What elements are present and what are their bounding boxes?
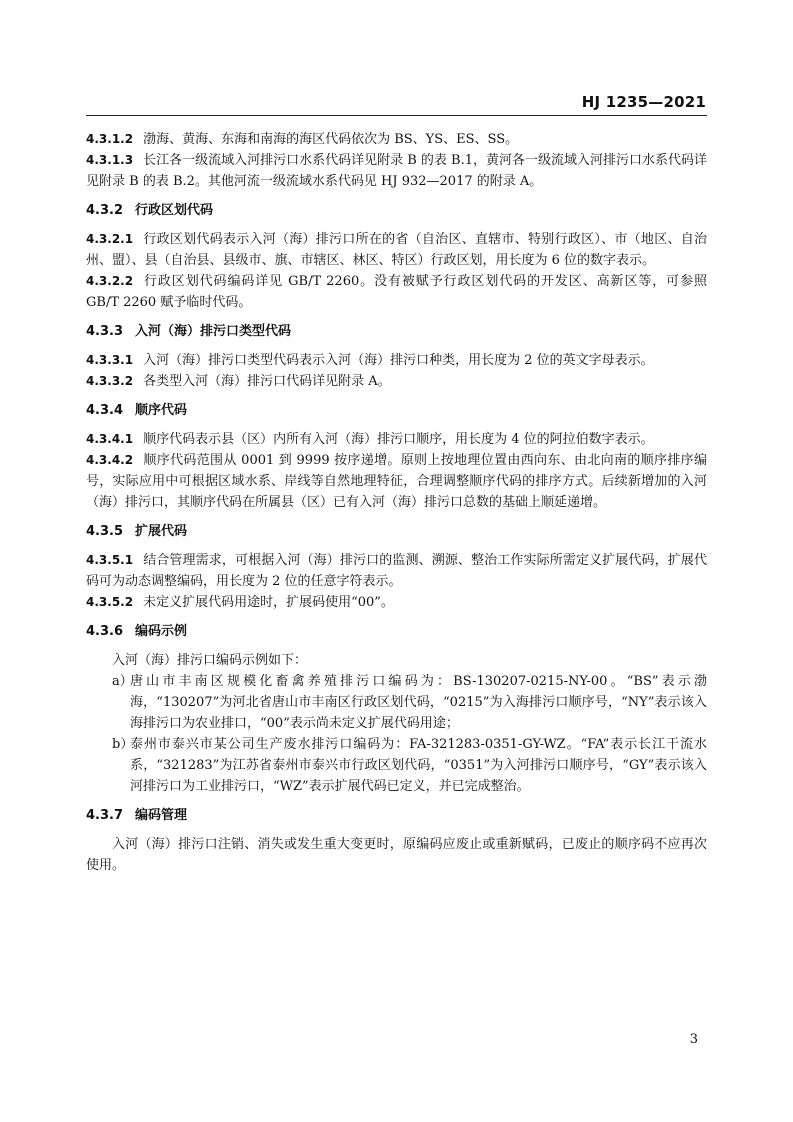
list-item-text: 泰州市泰兴市某公司生产废水排污口编码为：FA-321283-0351-GY-WZ。“FA”表示长江干流水系，“321283”为江苏省泰州市泰兴市行政区划代码，“0351”为入河排污口顺序号，“GY”表示该入河排污口为工业排污口，“WZ”表示扩展代码已定义，并已完成整治。 — [130, 737, 707, 794]
clause-text: 未定义扩展代码用途时，扩展码使用“00”。 — [143, 595, 394, 610]
clause-number: 4.3.3.2 — [86, 374, 134, 388]
list-marker: a） — [112, 674, 133, 689]
clause-text: 行政区划代码表示入河（海）排污口所在的省（自治区、直辖市、特别行政区）、市（地区、自治州、盟）、县（自治县、县级市、旗、市辖区、林区、特区）行政区划，用长度为 6 位的数字表示。 — [86, 232, 707, 268]
clause-4-3-3-2 — [86, 371, 707, 392]
clause-text: 渤海、黄海、东海和南海的海区代码依次为 BS、YS、ES、SS。 — [143, 132, 519, 147]
heading-title: 入河（海）排污口类型代码 — [135, 324, 292, 339]
heading-title: 扩展代码 — [135, 524, 188, 539]
clause-4-3-2-1 — [86, 229, 707, 271]
clause-number: 4.3.1.2 — [86, 132, 134, 146]
clause-number: 4.3.1.3 — [86, 153, 134, 167]
heading-number: 4.3.6 — [86, 624, 124, 639]
heading-4-3-4 — [86, 400, 707, 421]
heading-4-3-6 — [86, 621, 707, 642]
clause-number: 4.3.3.1 — [86, 353, 134, 367]
heading-number: 4.3.3 — [86, 324, 124, 339]
clause-text: 各类型入河（海）排污口代码详见附录 A。 — [143, 374, 391, 389]
heading-number: 4.3.2 — [86, 203, 124, 218]
clause-4-3-3-1 — [86, 350, 707, 371]
clause-number: 4.3.2.1 — [86, 232, 134, 246]
document-body — [86, 129, 707, 876]
page-number: 3 — [689, 1032, 698, 1047]
management-text: 入河（海）排污口注销、消失或发生重大变更时，原编码应废止或重新赋码，已废止的顺序码不应再次使用。 — [86, 837, 707, 873]
clause-4-3-4-2 — [86, 450, 707, 513]
example-intro: 入河（海）排污口编码示例如下： — [112, 653, 308, 668]
clause-4-3-1-3 — [86, 150, 707, 192]
heading-number: 4.3.7 — [86, 808, 124, 823]
heading-number: 4.3.5 — [86, 524, 124, 539]
clause-text: 结合管理需求，可根据入河（海）排污口的监测、溯源、整治工作实际所需定义扩展代码，扩展代码可为动态调整编码，用长度为 2 位的任意字符表示。 — [86, 553, 707, 589]
standard-code: HJ 1235—2021 — [581, 93, 706, 111]
clause-number: 4.3.5.2 — [86, 595, 134, 609]
heading-4-3-7 — [86, 805, 707, 826]
clause-text: 行政区划代码编码详见 GB/T 2260。没有被赋予行政区划代码的开发区、高新区等，可参照 GB/T 2260 赋予临时代码。 — [86, 274, 707, 310]
clause-4-3-4-1 — [86, 429, 707, 450]
list-item-text: 唐山市丰南区规模化畜禽养殖排污口编码为：BS-130207-0215-NY-00。“BS”表示渤海，“130207”为河北省唐山市丰南区行政区划代码，“0215”为入海排污口顺序号，“NY”表示该入海排污口为农业排口，“00”表示尚未定义扩展代码用途； — [130, 674, 707, 731]
clause-4-3-2-2 — [86, 271, 707, 313]
heading-4-3-2 — [86, 200, 707, 221]
clause-number: 4.3.2.2 — [86, 274, 134, 288]
heading-number: 4.3.4 — [86, 403, 124, 418]
heading-title: 行政区划代码 — [135, 203, 214, 218]
heading-title: 顺序代码 — [135, 403, 188, 418]
clause-text: 顺序代码表示县（区）内所有入河（海）排污口顺序，用长度为 4 位的阿拉伯数字表示。 — [143, 432, 654, 447]
clause-number: 4.3.4.2 — [86, 453, 134, 467]
heading-4-3-3 — [86, 321, 707, 342]
clause-4-3-5-2 — [86, 592, 707, 613]
clause-text: 长江各一级流域入河排污口水系代码详见附录 B 的表 B.1，黄河各一级流域入河排污口水系代码详见附录 B 的表 B.2。其他河流一级流域水系代码见 HJ 932—2017 的附录 A。 — [86, 153, 707, 189]
clause-text: 顺序代码范围从 0001 到 9999 按序递增。原则上按地理位置由西向东、由北向南的顺序排序编号，实际应用中可根据区域水系、岸线等自然地理特征，合理调整顺序代码的排序方式。后续新增加的入河（海）排污口，其顺序代码在所属县（区）已有入河（海）排污口总数的基础上顺延递增。 — [86, 453, 707, 510]
list-marker: b） — [112, 737, 134, 752]
clause-4-3-1-2 — [86, 129, 707, 150]
heading-4-3-5 — [86, 521, 707, 542]
clause-4-3-5-1 — [86, 550, 707, 592]
clause-number: 4.3.5.1 — [86, 553, 134, 567]
header-rule — [86, 115, 707, 116]
list-item — [86, 671, 707, 734]
clause-text: 入河（海）排污口类型代码表示入河（海）排污口种类，用长度为 2 位的英文字母表示。 — [143, 353, 654, 368]
heading-title: 编码管理 — [135, 808, 188, 823]
clause-number: 4.3.4.1 — [86, 432, 134, 446]
list-item — [86, 734, 707, 797]
heading-title: 编码示例 — [135, 624, 188, 639]
